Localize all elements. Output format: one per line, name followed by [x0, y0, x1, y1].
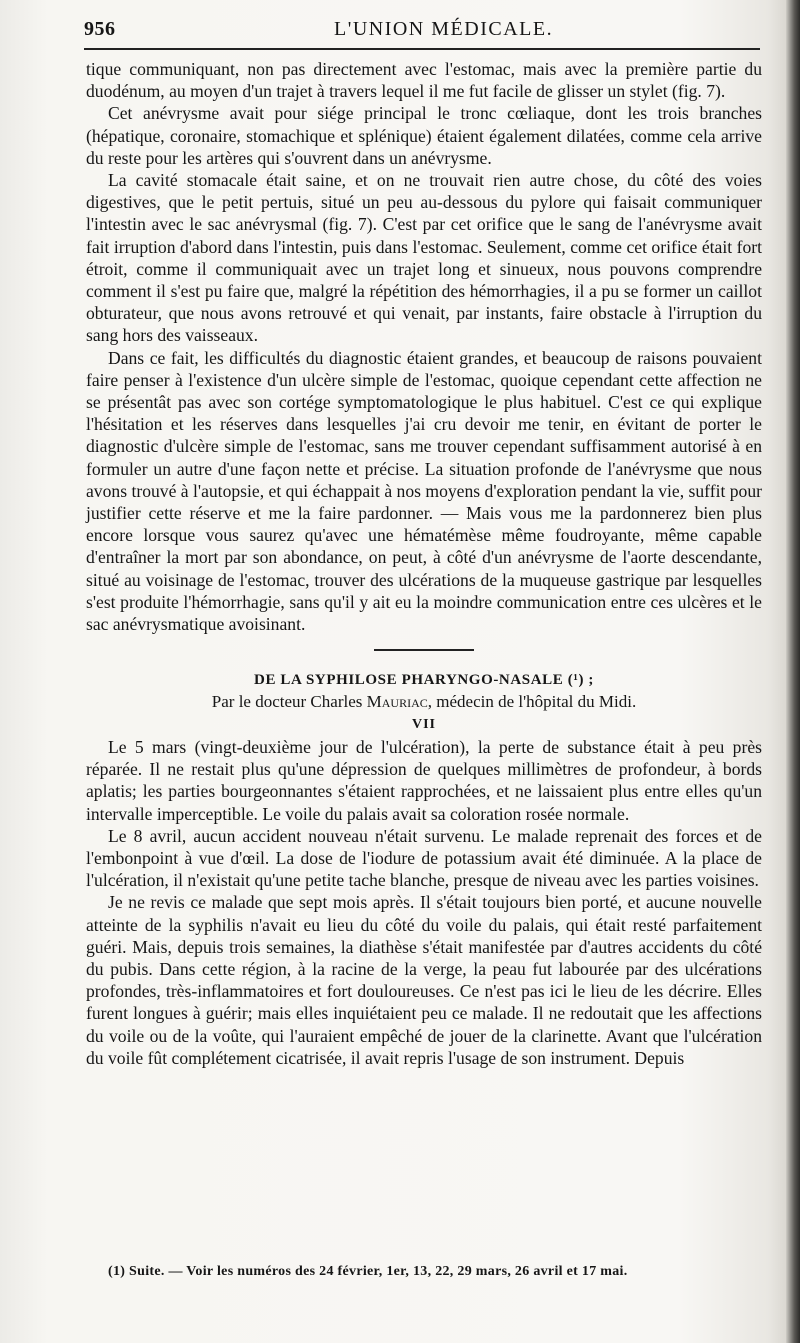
section-number: VII: [411, 716, 436, 732]
running-title: L'UNION MÉDICALE.: [334, 18, 554, 40]
page-header: [84, 14, 764, 46]
section-divider: [374, 649, 474, 651]
article-title: [86, 669, 762, 691]
paragraph: Cet anévrysme avait pour siége principal le tronc cœliaque, dont les trois branches (hépatique, coronaire, stomachique et splénique) étaient également dilatées, comme cela arrive du reste pour les artères qui s'ouvrent dans un anévrysme.: [86, 103, 762, 168]
paragraph: La cavité stomacale était saine, et on ne trouvait rien autre chose, du côté des voies digestives, que le petit pertuis, situé un peu au-dessous du pylore qui faisait communiquer l'intestin avec le sac anévrysmal (fig. 7). C'est par cet orifice que le sang de l'anévrysme avait fait irruption d'abord dans l'intestin, puis dans l'estomac. Seulement, comme cet orifice était fort étroit, comme il communiquait avec un trajet long et sinueux, nous pouvons comprendre comment il s'est pu faire que, malgré la répétition des hémorrhagies, il a pu se former un caillot obturateur, que nous avons retrouvé et qui venait, par instants, faire obstacle à l'irruption du sang hors des vaisseaux.: [86, 170, 762, 346]
book-spine-shadow: [786, 0, 800, 1343]
paragraph-continuation: tique communiquant, non pas directement avec l'estomac, mais avec la première partie du duodénum, au moyen d'un trajet à travers lequel il me fut facile de glisser un stylet (fig. 7).: [86, 59, 762, 102]
paragraph: Dans ce fait, les difficultés du diagnostic étaient grandes, et beaucoup de raisons pouvaient faire penser à l'existence d'un ulcère simple de l'estomac, quoique cependant cette affection ne se présentât pas avec son cortége symptomatologique le plus habituel. C'est ce qui explique l'hésitation et les réserves dans lesquelles j'ai cru devoir me tenir, en évitant de porter le diagnostic d'ulcère simple de l'estomac, sans me trouver cependant suffisamment autorisé à en formuler un autre d'une façon nette et précise. La situation profonde de l'anévrysme que nous avons trouvé à l'autopsie, et qui échappait à nos moyens d'exploration pendant la vie, suffit pour justifier cette réserve et me la faire pardonner. — Mais vous me la pardonnerez bien plus encore lorsque vous saurez qu'avec une hématémèse même foudroyante, même capable d'entraîner la mort par son abondance, on peut, à côté d'un anévrysme de l'aorte descendante, situé au voisinage de l'estomac, trouver des ulcérations de la muqueuse gastrique par lesquelles s'est produite l'hémorrhagie, sans qu'il y ait eu la moindre communication entre ces ulcères et le sac anévrysmatique avoisinant.: [86, 347, 762, 635]
author-name: Mauriac: [366, 692, 428, 712]
page-number: 956: [84, 18, 116, 40]
article-title-text: DE LA SYPHILOSE PHARYNGO-NASALE: [254, 672, 564, 689]
paragraph: Le 8 avril, aucun accident nouveau n'était survenu. Le malade reprenait des forces et de l'embonpoint à vue d'œil. La dose de l'iodure de potassium avait été diminuée. A la place de l'ulcération, il n'existait qu'une petite tache blanche, presque de niveau avec les parties voisines.: [86, 825, 762, 891]
paragraph: Je ne revis ce malade que sept mois après. Il s'était toujours bien porté, et aucune nouvelle atteinte de la syphilis n'avait eu lieu du côté du voile du palais, qui était resté parfaitement guéri. Mais, depuis trois semaines, la diathèse s'était manifestée par d'autres accidents du côté du pubis. Dans cette région, à la racine de la verge, la peau fut labourée par des ulcérations profondes, très-inflammatoires et fort douloureuses. Ce n'est pas ici le lieu de les décrire. Elles furent longues à guérir; mais elles inquiétaient peu ce malade. Il ne redoutait que les affections du voile ou de la voûte, qui l'auraient empêché de jouer de la clarinette. Avant que l'ulcération du voile fût complétement cicatrisée, il avait repris l'usage de son instrument. Depuis: [86, 892, 762, 1068]
header-rule: [84, 48, 760, 50]
article-title-note: (¹) ;: [567, 672, 594, 689]
footnote: (1) Suite. — Voir les numéros des 24 février, 1er, 13, 22, 29 mars, 26 avril et 17 mai.: [108, 1264, 628, 1279]
author-line: [86, 691, 762, 713]
author-prefix: Par le docteur Charles: [211, 692, 363, 712]
author-suffix: , médecin de l'hôpital du Midi.: [427, 692, 637, 712]
paragraph: Le 5 mars (vingt-deuxième jour de l'ulcération), la perte de substance était à peu près réparée. Il ne restait plus qu'une dépression de quelques millimètres de profondeur, à bords aplatis; les parties bourgeonnantes s'étaient rapprochées, et ne laissaient plus entre elles qu'un intervalle imperceptible. Le voile du palais avait sa coloration rosée normale.: [86, 736, 762, 824]
article-body: [86, 58, 762, 1069]
